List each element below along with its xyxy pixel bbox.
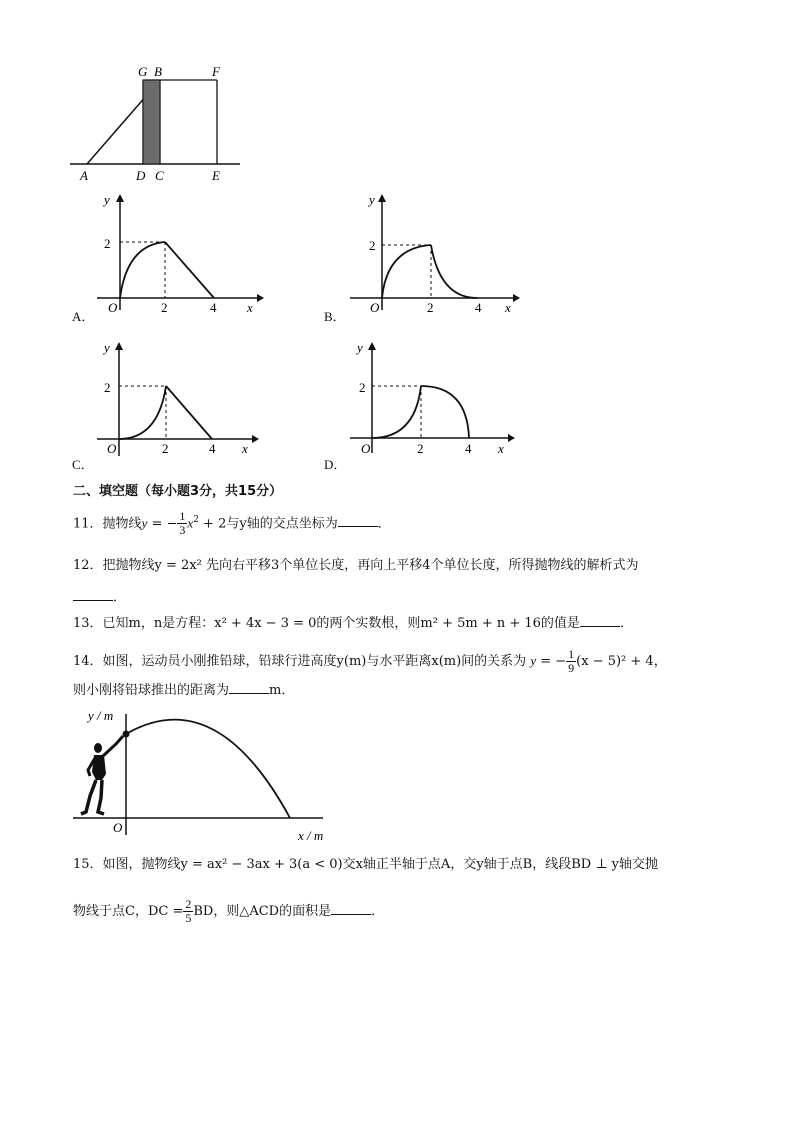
- section-title: 二、填空题（每小题3分，共15分）: [73, 484, 283, 499]
- y-tick-label: 2: [369, 238, 376, 253]
- question-12: [73, 556, 639, 576]
- y-axis-label: y: [104, 340, 110, 355]
- x-tick-label: 4: [465, 441, 472, 456]
- origin-label: O: [113, 820, 123, 835]
- q11-post: 与y轴的交点坐标为: [226, 516, 338, 532]
- answer-blank[interactable]: [73, 588, 113, 601]
- x-axis-label: x / m: [298, 828, 324, 843]
- x-axis-label: x: [242, 441, 248, 456]
- answer-blank[interactable]: [580, 614, 620, 627]
- fraction: $\frac{1}{3}$: [179, 509, 186, 538]
- question-14: 14．如图，运动员小刚推铅球，铅球行进高度y(m)与水平距离x(m)间的关系为 y = − $\frac{1}{9}$ (x − 5)² + 4，: [73, 647, 667, 675]
- question-14-line2: 则小刚将铅球推出的距离为 m．: [73, 683, 295, 698]
- fraction: $\frac{1}{9}$: [568, 647, 575, 675]
- question-12-line2: ．: [73, 588, 126, 608]
- question-number: 13．: [73, 616, 103, 631]
- y-tick-label: 2: [359, 380, 366, 395]
- athlete-figure: [81, 736, 123, 814]
- option-b-label: B．: [324, 309, 346, 324]
- question-number: 11．: [73, 516, 103, 532]
- label-G: G: [138, 64, 148, 79]
- label-A: A: [80, 168, 88, 183]
- y-tick-label: 2: [104, 380, 111, 395]
- answer-blank[interactable]: [338, 514, 378, 527]
- label-C: C: [155, 168, 164, 183]
- origin-label: O: [107, 441, 117, 456]
- question-number: 12．: [73, 558, 103, 573]
- question-15: [73, 855, 658, 875]
- option-d-graph: [345, 338, 525, 468]
- option-a-graph: [92, 190, 267, 320]
- x-tick-label: 4: [210, 300, 217, 315]
- label-F: F: [212, 64, 220, 79]
- q12-text: 把抛物线y = 2x² 先向右平移3个单位长度，再向上平移4个单位长度，所得抛物线的解析式为: [102, 558, 639, 573]
- question-13: 13．已知m，n是方程：x² + 4x − 3 = 0的两个实数根，则m² + 5m + n + 16的值是 ．: [73, 616, 633, 631]
- option-a-label: A．: [72, 309, 95, 324]
- x-tick-label: 4: [209, 441, 216, 456]
- origin-label: O: [108, 300, 118, 315]
- answer-blank[interactable]: [331, 902, 371, 915]
- x-tick-label: 4: [475, 300, 482, 315]
- question-15-line2: 物线于点C，DC = $\frac{2}{5}$ BD，则△ACD的面积是 ．: [73, 897, 385, 925]
- y-tick-label: 2: [104, 236, 111, 251]
- label-E: E: [212, 168, 220, 183]
- question-11: 11．抛物线y = − $\frac{1}{3}$ $x^2 + 2$与y轴的交点坐标为 ．: [73, 509, 391, 538]
- origin-label: O: [370, 300, 380, 315]
- x-axis-label: x: [498, 441, 504, 456]
- label-D: D: [136, 168, 146, 183]
- question-number: 14．: [73, 654, 103, 669]
- x-axis-label: x: [505, 300, 511, 315]
- option-d-label: D．: [324, 457, 347, 472]
- shaded-region: [143, 80, 160, 164]
- shotput-figure: [68, 700, 338, 845]
- label-B: B: [154, 64, 162, 79]
- y-axis-label: y: [369, 192, 375, 207]
- trajectory-curve: [126, 720, 290, 818]
- answer-blank[interactable]: [229, 681, 269, 694]
- shot-ball: [123, 731, 130, 738]
- q13-text: 已知m，n是方程：x² + 4x − 3 = 0的两个实数根，则m² + 5m + n + 16的值是: [102, 616, 580, 631]
- question-number: 15．: [73, 857, 103, 872]
- x-tick-label: 2: [427, 300, 434, 315]
- geometry-figure: [60, 60, 250, 190]
- x-tick-label: 2: [161, 300, 168, 315]
- q14-pre: 如图，运动员小刚推铅球，铅球行进高度y(m)与水平距离x(m)间的关系为: [102, 654, 527, 669]
- origin-label: O: [361, 441, 371, 456]
- q14-post: (x − 5)² + 4，: [576, 654, 667, 669]
- x-tick-label: 2: [417, 441, 424, 456]
- y-axis-label: y: [104, 192, 110, 207]
- option-c-label: C．: [72, 457, 94, 472]
- option-b-graph: [345, 190, 525, 320]
- y-axis-label: y: [357, 340, 363, 355]
- option-c-graph: [92, 338, 267, 468]
- y-axis-label: y / m: [88, 708, 114, 723]
- q11-pre: 抛物线: [102, 516, 142, 532]
- x-axis-label: x: [247, 300, 253, 315]
- q15-line1: 如图，抛物线y = ax² − 3ax + 3(a < 0)交x轴正半轴于点A，交y轴于点B，线段BD ⊥ y轴交抛: [102, 857, 659, 872]
- fraction: $\frac{2}{5}$: [185, 897, 192, 925]
- x-tick-label: 2: [162, 441, 169, 456]
